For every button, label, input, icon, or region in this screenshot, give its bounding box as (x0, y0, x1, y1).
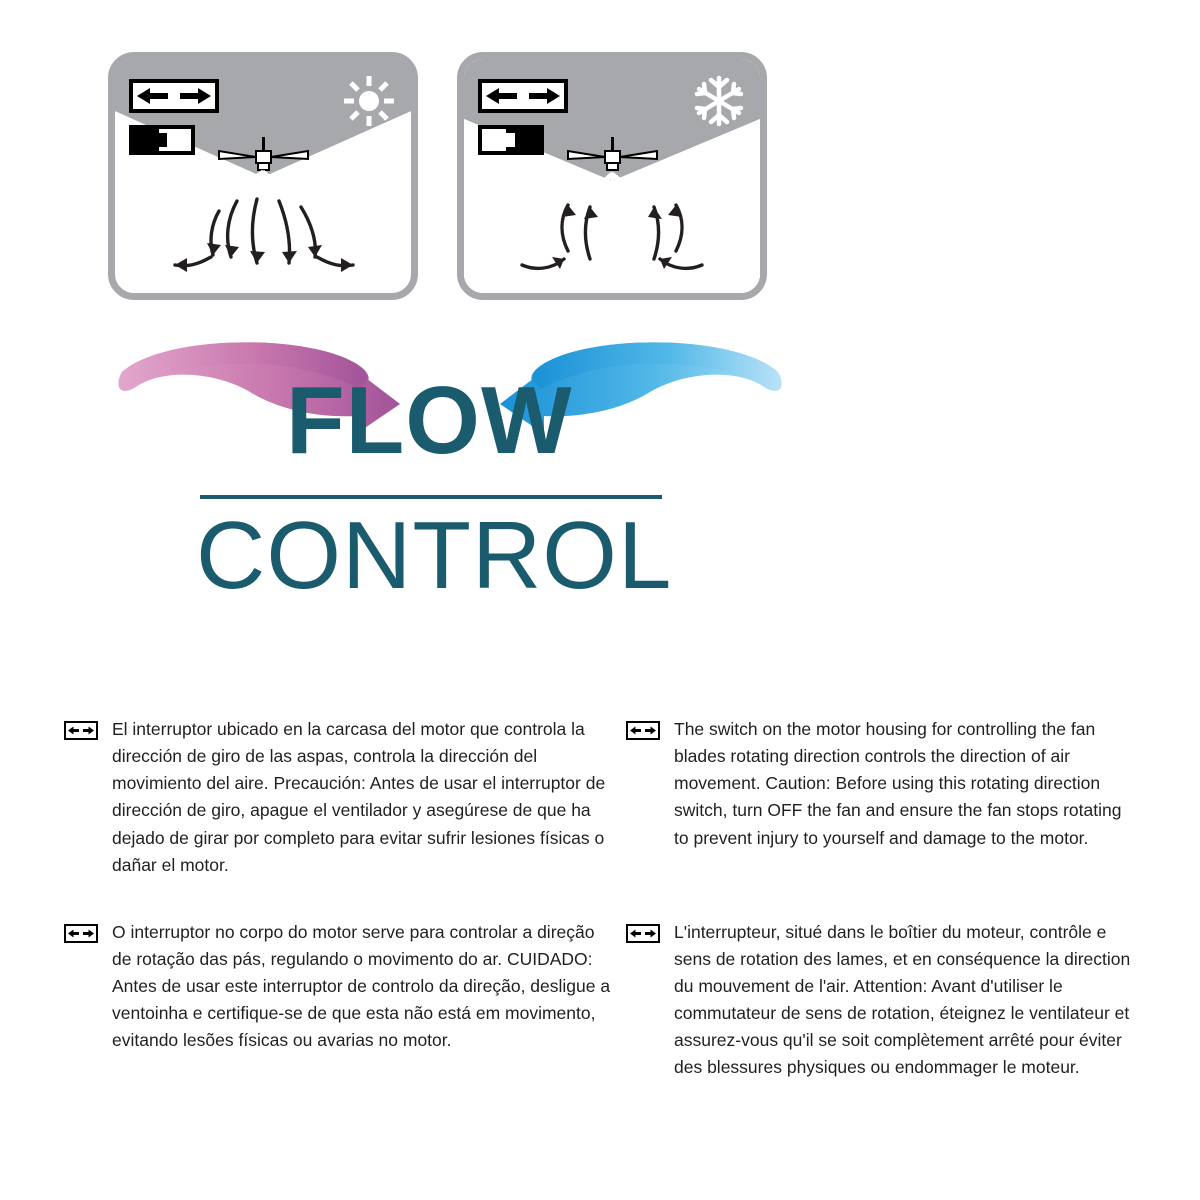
note-text: El interruptor ubicado en la carcasa del motor que controla la dirección de giro de las aspas, controla la dirección del movimiento del aire. Precaución: Antes de usar el interruptor de dirección de giro, apague el ventilador y asegúrese de que ha dejado de girar por completo para evitar sufrir lesiones físicas o dañar el motor. (112, 719, 606, 875)
left-right-arrows-switch (478, 79, 568, 113)
instruction-notes (64, 716, 1154, 1082)
logo-text-control: CONTROL (196, 502, 673, 609)
airflow-diagram-panels (108, 52, 767, 300)
sun-icon (343, 75, 395, 132)
note-text: O interruptor no corpo do motor serve para controlar a direção de rotação das pás, regulando o movimento do ar. CUIDADO: Antes de usar este interruptor de controlo da direção, desligue a ventoinha e certifique-se de que esta não está em movimento, evitando lesões físicas ou avarias no motor. (112, 921, 611, 1051)
note-text: The switch on the motor housing for controlling the fan blades rotating direction controls the direction of air movement. Caution: Before using this rotating direction switch, turn OFF the fan and ensure the fan stops rotating to prevent injury to yourself and damage to the motor. (674, 719, 1122, 848)
summer-downflow-panel (108, 52, 418, 300)
left-right-arrows-switch (129, 79, 219, 113)
left-right-arrows-icon (137, 86, 211, 106)
switch-toggle-right (129, 125, 195, 155)
logo-text-flow: FLOW (286, 367, 573, 474)
winter-upflow-panel (457, 52, 767, 300)
left-right-arrows-icon (486, 86, 560, 106)
note-portuguese (64, 919, 612, 1082)
left-right-arrows-icon (626, 924, 660, 943)
switch-toggle-left (478, 125, 544, 155)
note-text: L'interrupteur, situé dans le boîtier du moteur, contrôle e sens de rotation des lames, et en conséquence la direction du mouvement de l'air. Attention: Avant d'utiliser le commutateur de sens de rotation, éteignez le ventilateur et assurez-vous qu'il se soit complètement arrêté pour éviter des blessures physiques ou endommager le moteur. (674, 921, 1131, 1078)
note-spanish (64, 716, 612, 879)
logo-divider (200, 495, 662, 499)
snowflake-icon (694, 75, 744, 132)
switch-toggle-right-icon (133, 129, 191, 151)
left-right-arrows-icon (64, 924, 98, 943)
left-right-arrows-icon (626, 721, 660, 740)
note-english (626, 716, 1138, 879)
note-french (626, 919, 1138, 1082)
flow-control-logo (100, 330, 800, 630)
switch-toggle-left-icon (482, 129, 540, 151)
left-right-arrows-icon (64, 721, 98, 740)
